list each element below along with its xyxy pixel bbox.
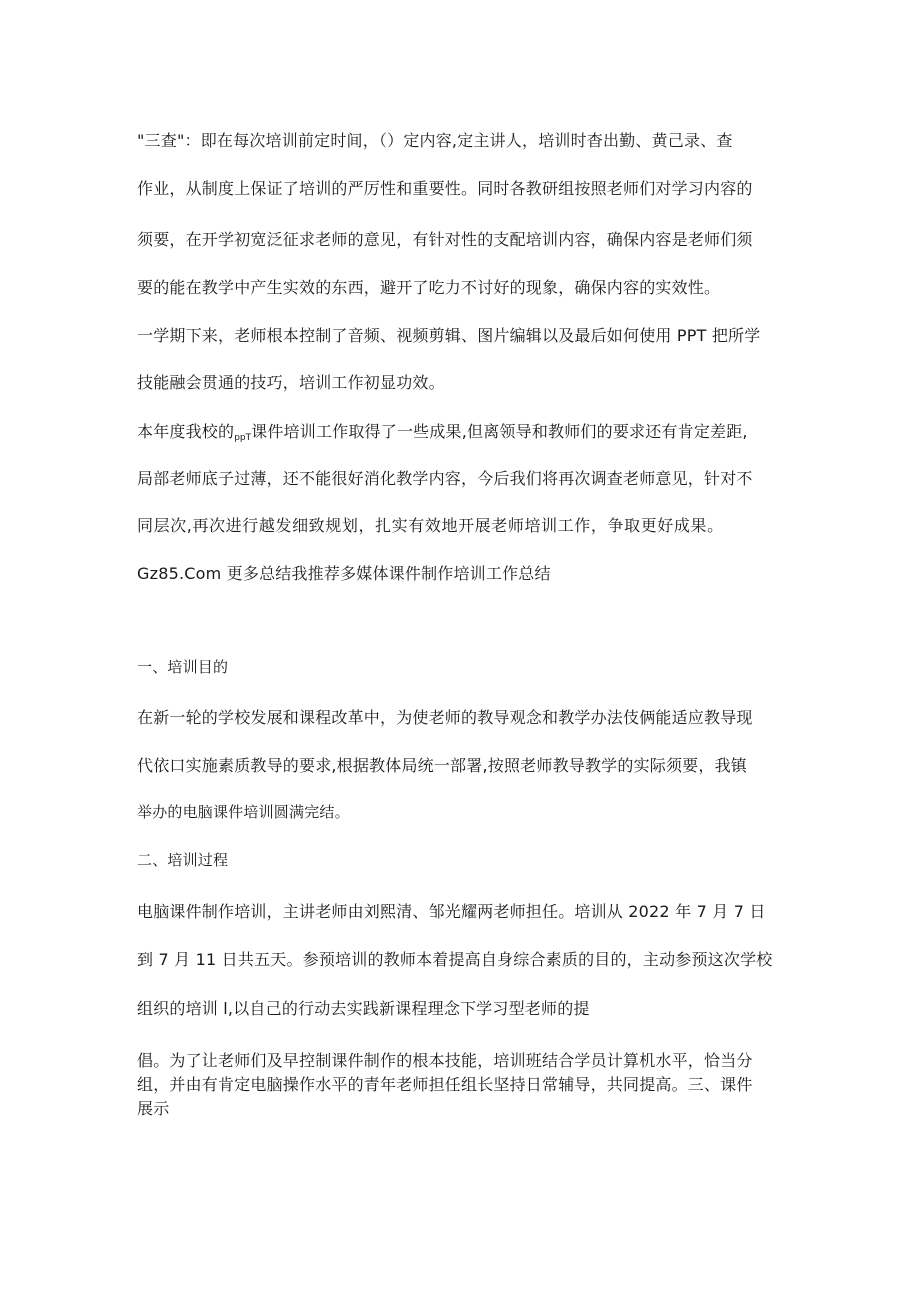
section-1-line-3: 举办的电脑课件培训圆满完结。 xyxy=(137,803,350,821)
section-2-line-2: 到 7 月 11 日共五天。参预培训的教师本着提高自身综合素质的目的，主动参预这次学校 xyxy=(137,950,773,969)
section-1-heading: 一、培训目的 xyxy=(137,658,229,676)
section-1-line-2: 代依口实施素质教导的要求,根据教体局统一部署,按照老师教导教学的实际须要，我镇 xyxy=(137,756,747,775)
paragraph-2-line-2: 技能融会贯通的技巧，培训工作初显功效。 xyxy=(137,373,445,392)
paragraph-3-line-4: Gz85.Com 更多总结我推荐多媒体课件制作培训工作总结 xyxy=(137,564,551,583)
paragraph-3-line-1-after: 课件培训工作取得了一些成果,但离领导和教师们的要求还有肯定差距, xyxy=(251,422,748,441)
paragraph-3-line-2: 局部老师底子过薄，还不能很好消化教学内容，今后我们将再次调查老师意见，针对不 xyxy=(137,469,753,488)
paragraph-1-line-4: 要的能在教学中产生实效的东西，避开了吃力不讨好的现象，确保内容的实效性。 xyxy=(137,278,721,297)
ppt-inline-text: ppT xyxy=(234,433,252,443)
section-2-line-6: 展示 xyxy=(137,1099,170,1118)
paragraph-3-line-3: 同层次,再次进行越发细致规划，扎实有效地开展老师培训工作，争取更好成果。 xyxy=(137,516,724,535)
section-2-heading: 二、培训过程 xyxy=(137,851,229,869)
paragraph-1-line-2: 作业，从制度上保证了培训的严厉性和重要性。同时各教研组按照老师们对学习内容的 xyxy=(137,179,753,198)
section-2-line-3: 组织的培训 l,以自己的行动去实践新课程理念下学习型老师的提 xyxy=(137,999,590,1018)
section-2-line-1: 电脑课件制作培训，主讲老师由刘熙清、邹光耀两老师担任。培训从 2022 年 7 月 7 日 xyxy=(137,902,766,921)
paragraph-3-line-1-before: 本年度我校的 xyxy=(137,422,235,441)
paragraph-2-line-1: 一学期下来，老师根本控制了音频、视频剪辑、图片编辑以及最后如何使用 PPT 把所学 xyxy=(137,326,761,345)
section-1-line-1: 在新一轮的学校发展和课程改革中，为使老师的教导观念和教学办法伎俩能适应教导现 xyxy=(137,708,753,727)
section-2-line-4: 倡。为了让老师们及早控制课件制作的根本技能，培训班结合学员计算机水平，恰当分 xyxy=(137,1051,753,1070)
paragraph-1-line-3: 须要，在开学初宽泛征求老师的意见，有针对性的支配培训内容，确保内容是老师们须 xyxy=(137,230,753,249)
section-2-line-5: 组，并由有肯定电脑操作水平的青年老师担任组长坚持日常辅导，共同提高。三、课件 xyxy=(137,1075,753,1094)
paragraph-3-line-1 xyxy=(137,421,797,449)
paragraph-1-line-1: "三查"：即在每次培训前定时间，（）定内容,定主讲人，培训时杳出勤、黄己录、查 xyxy=(137,131,733,150)
